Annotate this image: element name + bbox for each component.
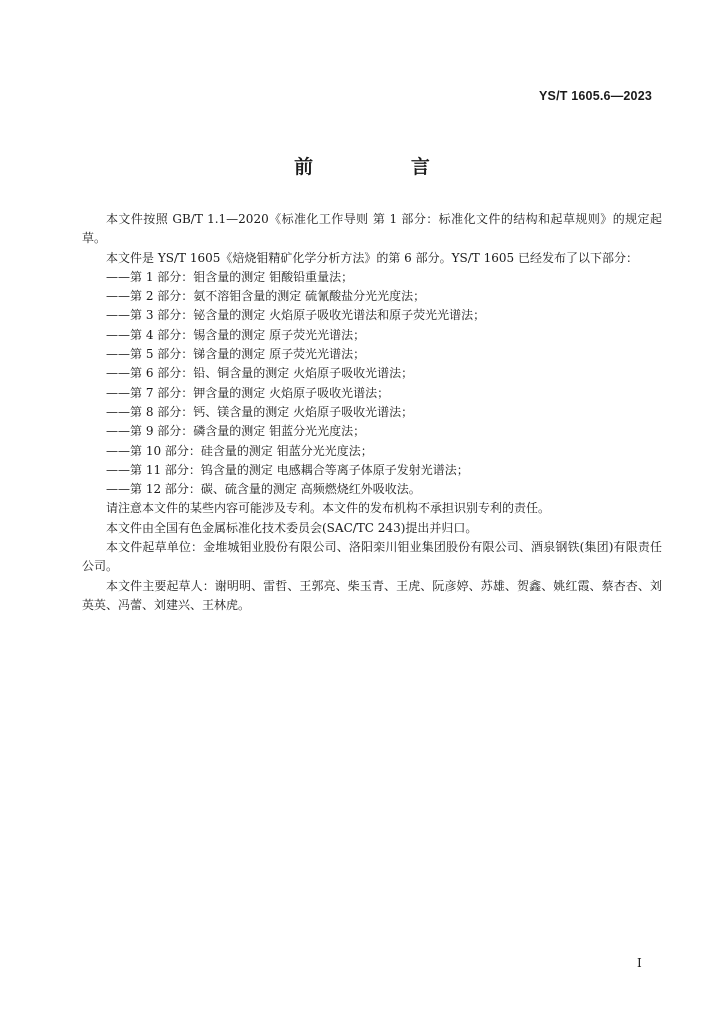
- list-item: ——第 5 部分：锑含量的测定 原子荧光光谱法；: [106, 347, 366, 362]
- list-item: ——第 3 部分：铋含量的测定 火焰原子吸收光谱法和原子荧光光谱法；: [106, 308, 486, 323]
- paragraph-drafting-rules: 本文件按照 GB/T 1.1—2020《标准化工作导则 第 1 部分：标准化文件的结构和起草规则》的规定起草。: [82, 212, 662, 246]
- paragraph-drafters: 本文件主要起草人：谢明明、雷哲、王郭亮、柴玉青、王虎、阮彦婷、苏雄、贺鑫、姚红霞、蔡杏杏、刘英英、冯蕾、刘建兴、王林虎。: [82, 578, 662, 612]
- foreword-body: [82, 210, 662, 615]
- page-title: 前 言: [294, 156, 476, 178]
- standard-code: YS/T 1605.6—2023: [539, 89, 652, 103]
- paragraph-proposer: 本文件由全国有色金属标准化技术委员会(SAC/TC 243)提出并归口。: [106, 520, 478, 535]
- parts-list: [82, 268, 662, 500]
- list-item: ——第 6 部分：铅、铜含量的测定 火焰原子吸收光谱法；: [106, 366, 414, 381]
- list-item: ——第 1 部分：钼含量的测定 钼酸铅重量法；: [106, 269, 354, 284]
- list-item: ——第 10 部分：硅含量的测定 钼蓝分光光度法；: [106, 443, 373, 458]
- paragraph-series-intro: 本文件是 YS/T 1605《焙烧钼精矿化学分析方法》的第 6 部分。YS/T 1605 已经发布了以下部分：: [106, 250, 638, 265]
- paragraph-patent-notice: 请注意本文件的某些内容可能涉及专利。本文件的发布机构不承担识别专利的责任。: [106, 501, 551, 516]
- list-item: ——第 8 部分：钙、镁含量的测定 火焰原子吸收光谱法；: [106, 404, 414, 419]
- page-number: I: [637, 956, 642, 970]
- list-item: ——第 12 部分：碳、硫含量的测定 高频燃烧红外吸收法。: [106, 482, 421, 497]
- list-item: ——第 9 部分：磷含量的测定 钼蓝分光光度法；: [106, 424, 366, 439]
- list-item: ——第 11 部分：钨含量的测定 电感耦合等离子体原子发射光谱法；: [106, 462, 469, 477]
- paragraph-drafting-units: 本文件起草单位：金堆城钼业股份有限公司、洛阳栾川钼业集团股份有限公司、酒泉钢铁(集团)有限责任公司。: [82, 540, 662, 574]
- list-item: ——第 7 部分：钾含量的测定 火焰原子吸收光谱法；: [106, 385, 390, 400]
- list-item: ——第 2 部分：氨不溶钼含量的测定 硫氰酸盐分光光度法；: [106, 289, 426, 304]
- list-item: ——第 4 部分：锡含量的测定 原子荧光光谱法；: [106, 327, 366, 342]
